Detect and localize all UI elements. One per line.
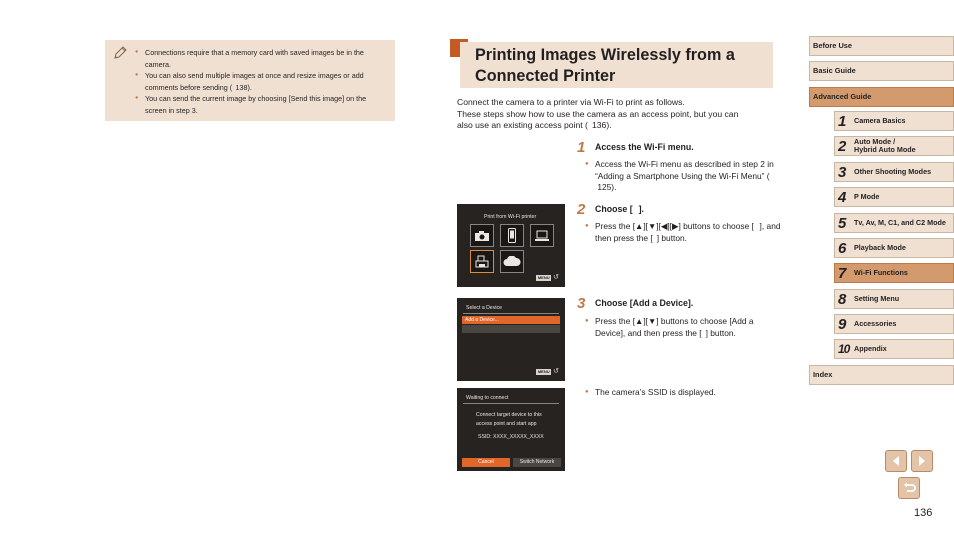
previous-page-button[interactable] — [885, 450, 907, 472]
step-text: ● Press the [▲][▼][◀][▶] buttons to choose [ ], and then press the [ ] button. — [585, 221, 781, 244]
chapter-number: 4 — [838, 189, 847, 206]
chapter-number: 2 — [838, 138, 847, 155]
nav-chapter-5[interactable] — [834, 213, 954, 233]
nav-chapter-4[interactable] — [834, 187, 954, 207]
note-list — [135, 47, 389, 117]
chapter-label: P Mode — [854, 192, 880, 201]
return-button[interactable] — [898, 477, 920, 499]
arrow-left-icon — [890, 455, 902, 467]
page-title-line1: Printing Images Wirelessly from a — [475, 46, 735, 64]
nav-basic-guide[interactable]: Basic Guide — [809, 61, 954, 81]
note-box — [105, 40, 395, 121]
step-title: Access the Wi-Fi menu. — [595, 142, 694, 152]
intro-text — [457, 97, 777, 132]
smartphone-icon — [500, 224, 524, 247]
nav-chapter-1[interactable] — [834, 111, 954, 131]
chapter-label — [854, 137, 916, 155]
chapter-number: 8 — [838, 291, 847, 308]
step-text: ● Access the Wi-Fi menu as described in step 2 in “Adding a Smartphone Using the Wi-Fi Menu” ( 125). — [585, 159, 781, 194]
chapter-number: 3 — [838, 164, 847, 181]
menu-return-badge — [536, 274, 559, 281]
note-item: ● You can send the current image by choosing [Send this image] on the screen in step 3. — [135, 93, 389, 116]
intro-line: These steps show how to use the camera as an access point, but you can — [457, 108, 739, 119]
camera-screen-waiting — [457, 388, 565, 471]
menu-label: MENU — [537, 369, 550, 374]
page-number: 136 — [914, 507, 933, 519]
computer-icon — [530, 224, 554, 247]
intro-line: Connect the camera to a printer via Wi-Fi to print as follows. — [457, 97, 685, 107]
return-icon — [902, 482, 916, 494]
arrow-right-icon — [916, 455, 928, 467]
chapter-label: Camera Basics — [854, 116, 906, 125]
page-title-line2: Connected Printer — [475, 67, 616, 85]
nav-chapter-9[interactable] — [834, 314, 954, 334]
chapter-number: 6 — [838, 240, 847, 257]
chapter-number: 10 — [838, 342, 850, 356]
chapter-label: Tv, Av, M, C1, and C2 Mode — [854, 218, 946, 227]
step-title: Choose [ ]. — [595, 204, 644, 214]
screen-title: Select a Device — [466, 305, 503, 311]
screen-line: Connect target device to this — [476, 412, 542, 418]
screen-title: Waiting to connect — [466, 395, 509, 401]
chapter-label-line1: Auto Mode / — [854, 137, 896, 146]
note-item: ● Connections require that a memory card with saved images be in the camera. — [135, 47, 389, 70]
chapter-number: 7 — [838, 265, 847, 282]
divider — [463, 313, 559, 314]
pencil-icon — [112, 45, 128, 61]
chapter-label-line2: Hybrid Auto Mode — [854, 145, 916, 154]
nav-chapter-8[interactable] — [834, 289, 954, 309]
camera-screen-printer — [457, 204, 565, 287]
chapter-number: 5 — [838, 215, 847, 232]
menu-return-badge — [536, 368, 559, 375]
screen-title: Print from Wi-Fi printer — [484, 214, 537, 220]
intro-line[interactable]: also use an existing access point ( 136). — [457, 120, 612, 131]
nav-chapter-10[interactable] — [834, 339, 954, 359]
chapter-number: 9 — [838, 316, 847, 333]
step-number: 1 — [577, 139, 586, 156]
nav-chapter-3[interactable] — [834, 162, 954, 182]
divider — [463, 403, 559, 404]
note-item: ● You can also send multiple images at once and resize images or add comments before sending ( 138). — [135, 70, 389, 93]
step-text: ● Press the [▲][▼] buttons to choose [Add a Device], and then press the [ ] button. — [585, 316, 781, 339]
chapter-label: Setting Menu — [854, 294, 900, 303]
nav-chapter-7[interactable] — [834, 263, 954, 283]
step-number: 2 — [577, 201, 586, 218]
printer-icon — [470, 250, 494, 273]
menu-label: MENU — [537, 275, 550, 280]
add-device-row: Add a Device... — [462, 316, 560, 324]
switch-network-button: Switch Network — [513, 458, 561, 467]
cloud-icon — [500, 250, 524, 273]
cancel-button: Cancel — [462, 458, 510, 467]
empty-row — [462, 325, 560, 333]
camera-screen-device — [457, 298, 565, 381]
step-title: Choose [Add a Device]. — [595, 298, 694, 308]
nav-chapter-2[interactable] — [834, 136, 954, 156]
nav-index[interactable]: Index — [809, 365, 954, 385]
step-number: 3 — [577, 295, 586, 312]
ssid-line: SSID: XXXX_XXXXX_XXXX — [478, 434, 544, 440]
chapter-number: 1 — [838, 113, 847, 130]
chapter-label: Appendix — [854, 344, 887, 353]
screen-line: access point and start app — [476, 421, 537, 427]
return-icon: ↺ — [553, 274, 559, 281]
nav-advanced-guide[interactable]: Advanced Guide — [809, 87, 954, 107]
return-icon: ↺ — [553, 368, 559, 375]
page-title — [475, 45, 770, 87]
nav-chapter-6[interactable] — [834, 238, 954, 258]
chapter-label: Playback Mode — [854, 243, 906, 252]
chapter-label: Accessories — [854, 319, 897, 328]
chapter-label: Other Shooting Modes — [854, 167, 932, 176]
camera-icon — [470, 224, 494, 247]
step-text: ● The camera’s SSID is displayed. — [585, 387, 781, 399]
chapter-label: Wi-Fi Functions — [854, 268, 908, 277]
next-page-button[interactable] — [911, 450, 933, 472]
nav-before-use[interactable]: Before Use — [809, 36, 954, 56]
